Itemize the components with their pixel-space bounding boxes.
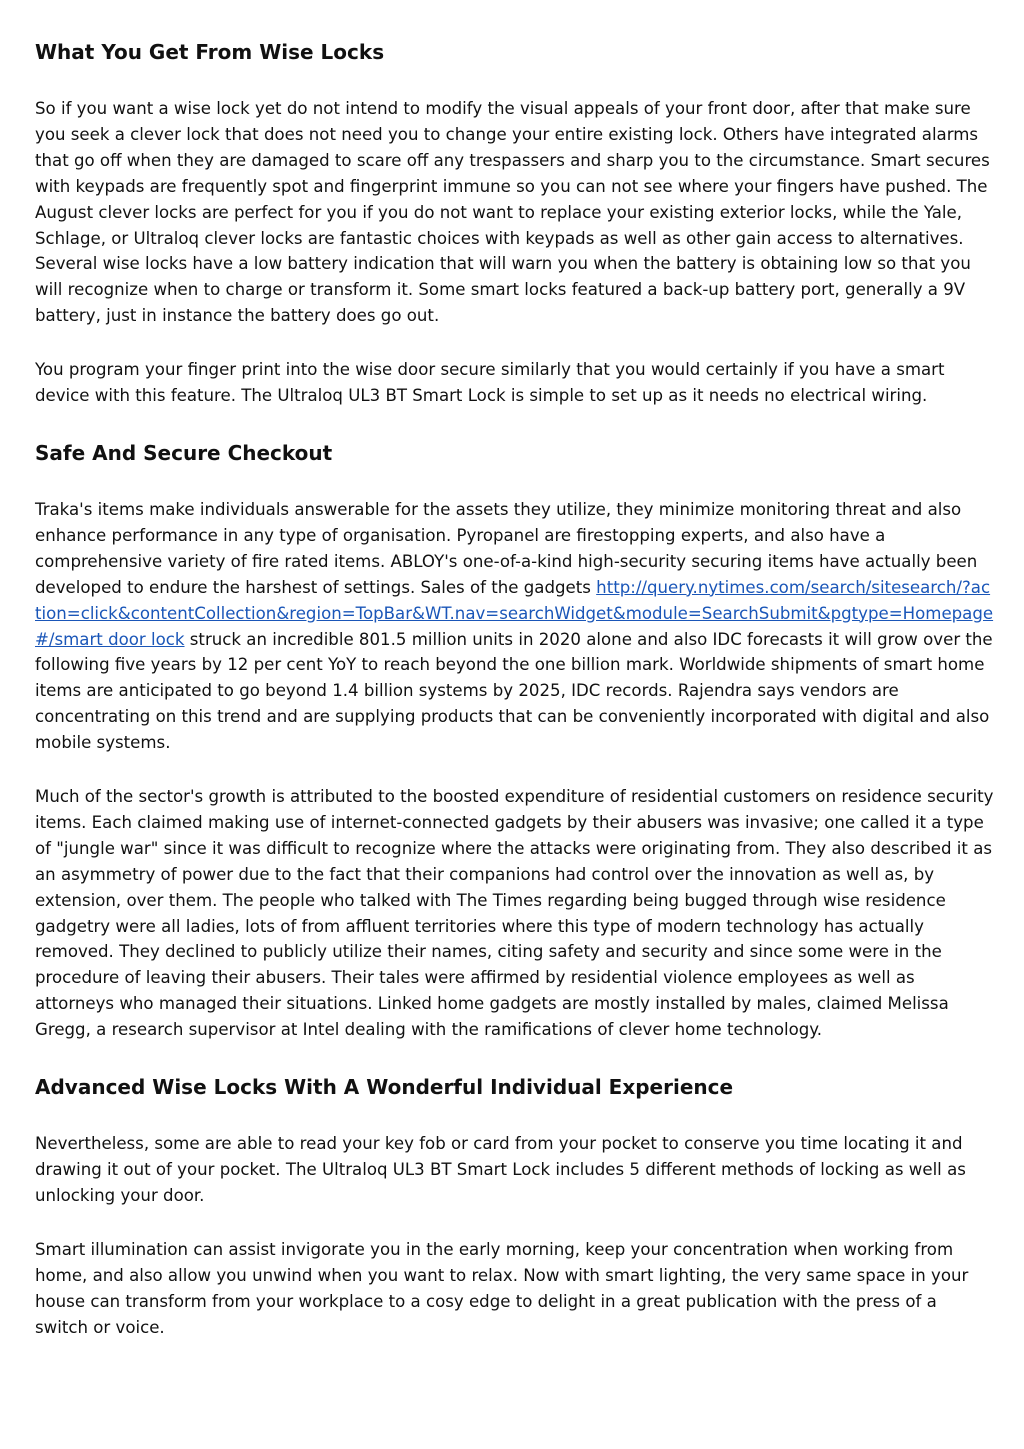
paragraph-with-link	[35, 497, 994, 756]
section-heading-advanced-wise-locks: Advanced Wise Locks With A Wonderful Individual Experience	[35, 1075, 734, 1100]
paragraph: Smart illumination can assist invigorate you in the early morning, keep your concentration when working from home, and also allow you unwind when you want to relax. Now with smart lighting, the very same space in your house can transform from your workplace to a cosy edge to delight in a great publication with the press of a switch or voice.	[35, 1239, 969, 1337]
paragraph-text-after-link: struck an incredible 801.5 million units in 2020 alone and also IDC forecasts it will grow over the following five years by 12 per cent YoY to reach beyond the one billion mark. Worldwide shipments of smart home items are anticipated to go beyond 1.4 billion systems by 2025, IDC records. Rajendra says vendors are concentrating on this trend and are supplying products that can be conveniently incorporated with digital and also mobile systems.	[35, 629, 993, 753]
paragraph: So if you want a wise lock yet do not intend to modify the visual appeals of your front door, after that make sure you seek a clever lock that does not need you to change your entire existing lock. Others have integrated alarms that go off when they are damaged to scare off any trespassers and sharp you to the circumstance. Smart secures with keypads are frequently spot and fingerprint immune so you can not see where your fingers have pushed. The August clever locks are perfect for you if you do not want to replace your existing exterior locks, while the Yale, Schlage, or Ultraloq clever locks are fantastic choices with keypads as well as other gain access to alternatives. Several wise locks have a low battery indication that will warn you when the battery is obtaining low so that you will recognize when to charge or transform it. Some smart locks featured a back-up battery port, generally a 9V battery, just in instance the battery does go out.	[35, 99, 990, 326]
paragraph: Much of the sector's growth is attributed to the boosted expenditure of residential customers on residence security items. Each claimed making use of internet-connected gadgets by their abusers was invasive; one called it a type of "jungle war" since it was difficult to recognize where the attacks were originating from. They also described it as an asymmetry of power due to the fact that their companions had control over the innovation as well as, by extension, over them. The people who talked with The Times regarding being bugged through wise residence gadgetry were all ladies, lots of from affluent territories where this type of modern technology has actually removed. They declined to publicly utilize their names, citing safety and security and since some were in the procedure of leaving their abusers. Their tales were affirmed by residential violence employees as well as attorneys who managed their situations. Linked home gadgets are mostly installed by males, claimed Melissa Gregg, a research supervisor at Intel dealing with the ramifications of clever home technology.	[35, 787, 994, 1040]
paragraph: You program your finger print into the wise door secure similarly that you would certainly if you have a smart device with this feature. The Ultraloq UL3 BT Smart Lock is simple to set up as it needs no electrical wiring.	[35, 360, 945, 406]
paragraph-text-before-link: Traka's items make individuals answerable for the assets they utilize, they minimize monitoring threat and also enhance performance in any type of organisation. Pyropanel are firestopping experts, and also have a comprehensive variety of fire rated items. ABLOY's one-of-a-kind high-security securing items have actually been developed to endure the harshest of settings. Sales of the gadgets	[35, 499, 978, 597]
section-heading-wise-locks: What You Get From Wise Locks	[35, 40, 385, 64]
section-heading-secure-checkout: Safe And Secure Checkout	[35, 440, 333, 465]
nytimes-search-link[interactable]: http://query.nytimes.com/search/sitesearch/?action=click&contentCollection&region=TopBar&WT.nav=searchWidget&module=SearchSubmit&pgtype=Homepage#/smart door lock	[35, 577, 994, 649]
paragraph: Nevertheless, some are able to read your key fob or card from your pocket to conserve you time locating it and drawing it out of your pocket. The Ultraloq UL3 BT Smart Lock includes 5 different methods of locking as well as unlocking your door.	[35, 1134, 966, 1205]
